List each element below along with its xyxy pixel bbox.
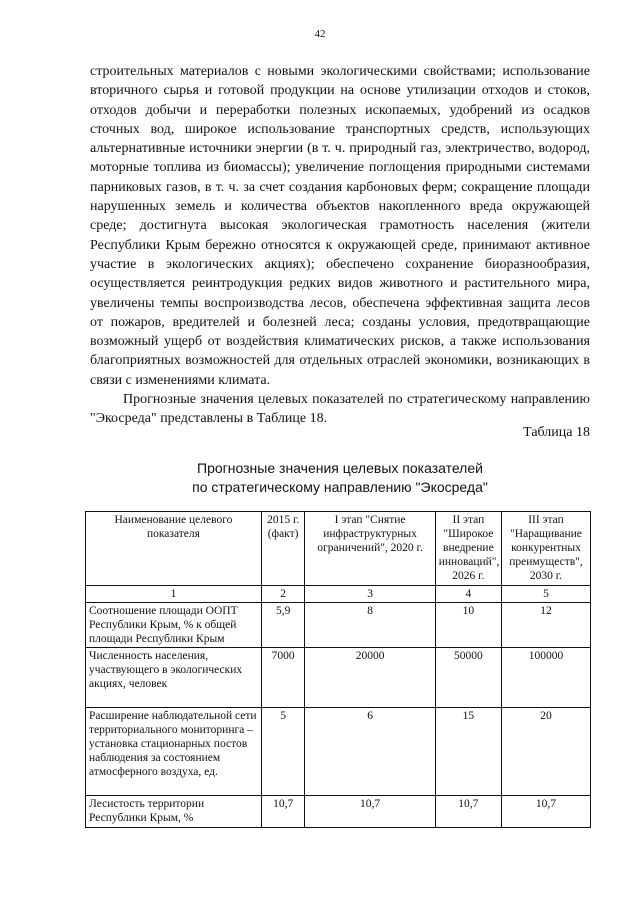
column-number-row — [86, 586, 591, 603]
page-number: 42 — [314, 28, 326, 40]
column-number: 3 — [305, 586, 435, 603]
value-2026: 15 — [435, 708, 501, 796]
value-2026: 10,7 — [435, 796, 501, 828]
table-title-line-1: Прогнозные значения целевых показателей — [197, 460, 483, 476]
table-row — [86, 648, 591, 708]
paragraph-2: Прогнозные значения целевых показателей по стратегическому направлению "Экосреда" представлены в Таблице 18. — [90, 392, 590, 427]
value-2015: 5 — [261, 708, 304, 796]
header-stage-1: I этап "Снятие инфраструктурных ограничений", 2020 г. — [305, 512, 435, 586]
value-2020: 10,7 — [305, 796, 435, 828]
indicators-table — [85, 511, 591, 828]
value-2026: 10 — [435, 603, 501, 648]
table-row — [86, 708, 591, 796]
indicator-name: Соотношение площади ООПТ Республики Крым, % к общей площади Республики Крым — [86, 603, 262, 648]
header-indicator-name: Наименование целевого показателя — [86, 512, 262, 586]
table-row — [86, 796, 591, 828]
table-label: Таблица 18 — [523, 425, 590, 440]
table-header-row — [86, 512, 591, 586]
value-2015: 5,9 — [261, 603, 304, 648]
value-2020: 8 — [305, 603, 435, 648]
indicator-name: Расширение наблюдательной сети территориального мониторинга – установка стационарных постов наблюдения за состоянием атмосферного воздуха, ед. — [86, 708, 262, 796]
value-2030: 100000 — [501, 648, 590, 708]
value-2015: 10,7 — [261, 796, 304, 828]
value-2015: 7000 — [261, 648, 304, 708]
column-number: 5 — [501, 586, 590, 603]
column-number: 1 — [86, 586, 262, 603]
value-2030: 10,7 — [501, 796, 590, 828]
value-2020: 20000 — [305, 648, 435, 708]
column-number: 2 — [261, 586, 304, 603]
indicator-name: Лесистость территории Республики Крым, % — [86, 796, 262, 828]
paragraph-1: строительных материалов с новыми экологическими свойствами; использование вторичного сырья и готовой продукции на основе утилизации отходов и стоков, отходов добычи и переработки полезных ископаемых, удобрений из осадков сточных вод, широкое использование транспортных средств, использующих альтернативные источники энергии (в т. ч. природный газ, электричество, водород, моторные топлива из биомассы); увеличение поглощения природными системами парниковых газов, в т. ч. за счет создания карбоновых ферм; сокращение площади нарушенных земель и количества объектов накопленного вреда окружающей среде; достигнута высокая экологическая грамотность населения (жители Республики Крым бережно относятся к окружающей среде, принимают активное участие в экологических акциях); обеспечено сохранение биоразнообразия, осуществляется реинтродукция редких видов животного и растительного мира, увеличены темпы воспроизводства лесов, обеспечена эффективная защита лесов от пожаров, вредителей и болезней леса; созданы условия, предотвращающие возможный ущерб от воздействия климатических рисков, а также использования благоприятных возможностей для отдельных отраслей экономики, возникающих в связи с изменениями климата. — [90, 64, 590, 388]
header-stage-3: III этап "Наращивание конкурентных преимуществ", 2030 г. — [501, 512, 590, 586]
value-2026: 50000 — [435, 648, 501, 708]
indicator-name: Численность населения, участвующего в экологических акциях, человек — [86, 648, 262, 708]
value-2020: 6 — [305, 708, 435, 796]
table-row — [86, 603, 591, 648]
table-title — [90, 459, 590, 497]
column-number: 4 — [435, 586, 501, 603]
header-stage-2: II этап "Широкое внедрение инноваций", 2026 г. — [435, 512, 501, 586]
header-2015: 2015 г. (факт) — [261, 512, 304, 586]
table-title-line-2: по стратегическому направлению "Экосреда" — [192, 479, 488, 495]
value-2030: 20 — [501, 708, 590, 796]
value-2030: 12 — [501, 603, 590, 648]
body-text — [90, 62, 590, 429]
